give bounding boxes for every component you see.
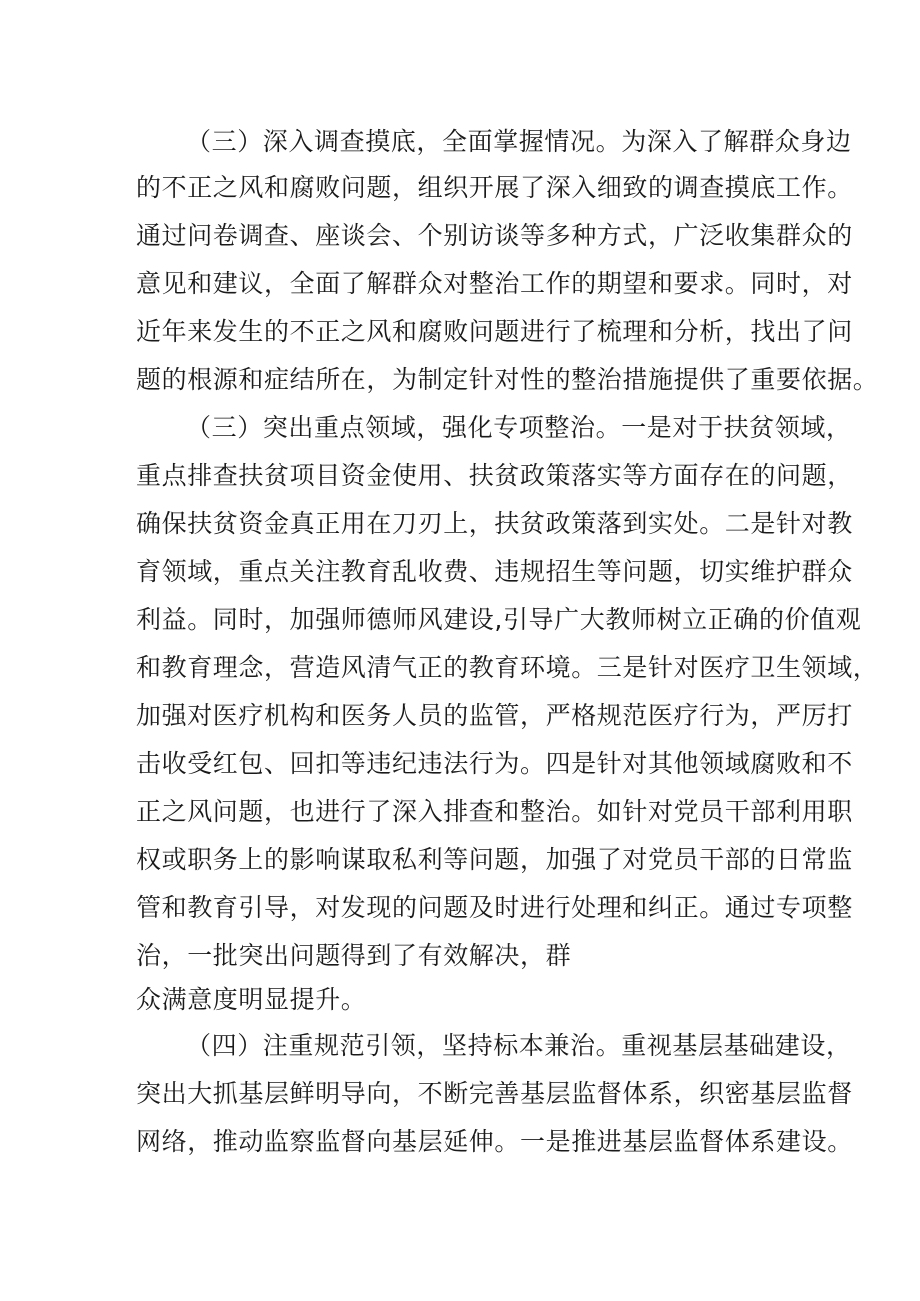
paragraph-3b-line-4: 育领域，重点关注教育乱收费、违规招生等问题，切实维护群众 [136, 557, 853, 586]
paragraph-3a-line-3: 通过问卷调查、座谈会、个别访谈等多种方式，广泛收集群众的 [136, 221, 853, 250]
paragraph-3b-line-9: 正之风问题，也进行了深入排查和整治。如针对党员干部利用职 [136, 797, 853, 826]
paragraph-3b-line-12: 治，一批突出问题得到了有效解决，群 [136, 941, 572, 970]
paragraph-4-line-3: 网络，推动监察监督向基层延伸。一是推进基层监督体系建设。 [136, 1127, 853, 1156]
paragraph-3b-line-5: 利益。同时，加强师德师风建设,引导广大教师树立正确的价值观 [136, 605, 862, 634]
paragraph-3b-line-1: （三）突出重点领域，强化专项整治。一是对于扶贫领域， [186, 413, 852, 442]
paragraph-3b-line-6: 和教育理念，营造风清气正的教育环境。三是针对医疗卫生领域， [136, 653, 879, 682]
paragraph-3b-line-13: 众满意度明显提升。 [136, 985, 367, 1014]
paragraph-3a-line-5: 近年来发生的不正之风和腐败问题进行了梳理和分析，找出了问 [136, 317, 853, 346]
paragraph-3a-line-4: 意见和建议，全面了解群众对整治工作的期望和要求。同时，对 [136, 269, 853, 298]
paragraph-3b-line-8: 击收受红包、回扣等违纪违法行为。四是针对其他领域腐败和不 [136, 749, 853, 778]
paragraph-3a-line-2: 的不正之风和腐败问题，组织开展了深入细致的调查摸底工作。 [136, 173, 853, 202]
paragraph-3a-line-6: 题的根源和症结所在，为制定针对性的整治措施提供了重要依据。 [136, 365, 879, 394]
paragraph-3b-line-2: 重点排查扶贫项目资金使用、扶贫政策落实等方面存在的问题， [136, 461, 853, 490]
paragraph-3b-line-3: 确保扶贫资金真正用在刀刃上，扶贫政策落到实处。二是针对教 [136, 509, 853, 538]
paragraph-3b-line-11: 管和教育引导，对发现的问题及时进行处理和纠正。通过专项整 [136, 893, 853, 922]
paragraph-4-line-2: 突出大抓基层鲜明导向，不断完善基层监督体系，织密基层监督 [136, 1079, 853, 1108]
paragraph-3b-line-10: 权或职务上的影响谋取私利等问题，加强了对党员干部的日常监 [136, 845, 853, 874]
paragraph-3b-line-7: 加强对医疗机构和医务人员的监管，严格规范医疗行为，严厉打 [136, 701, 853, 730]
paragraph-3a-line-1: （三）深入调查摸底，全面掌握情况。为深入了解群众身边 [186, 127, 852, 156]
paragraph-4-line-1: （四）注重规范引领，坚持标本兼治。重视基层基础建设， [186, 1031, 852, 1060]
